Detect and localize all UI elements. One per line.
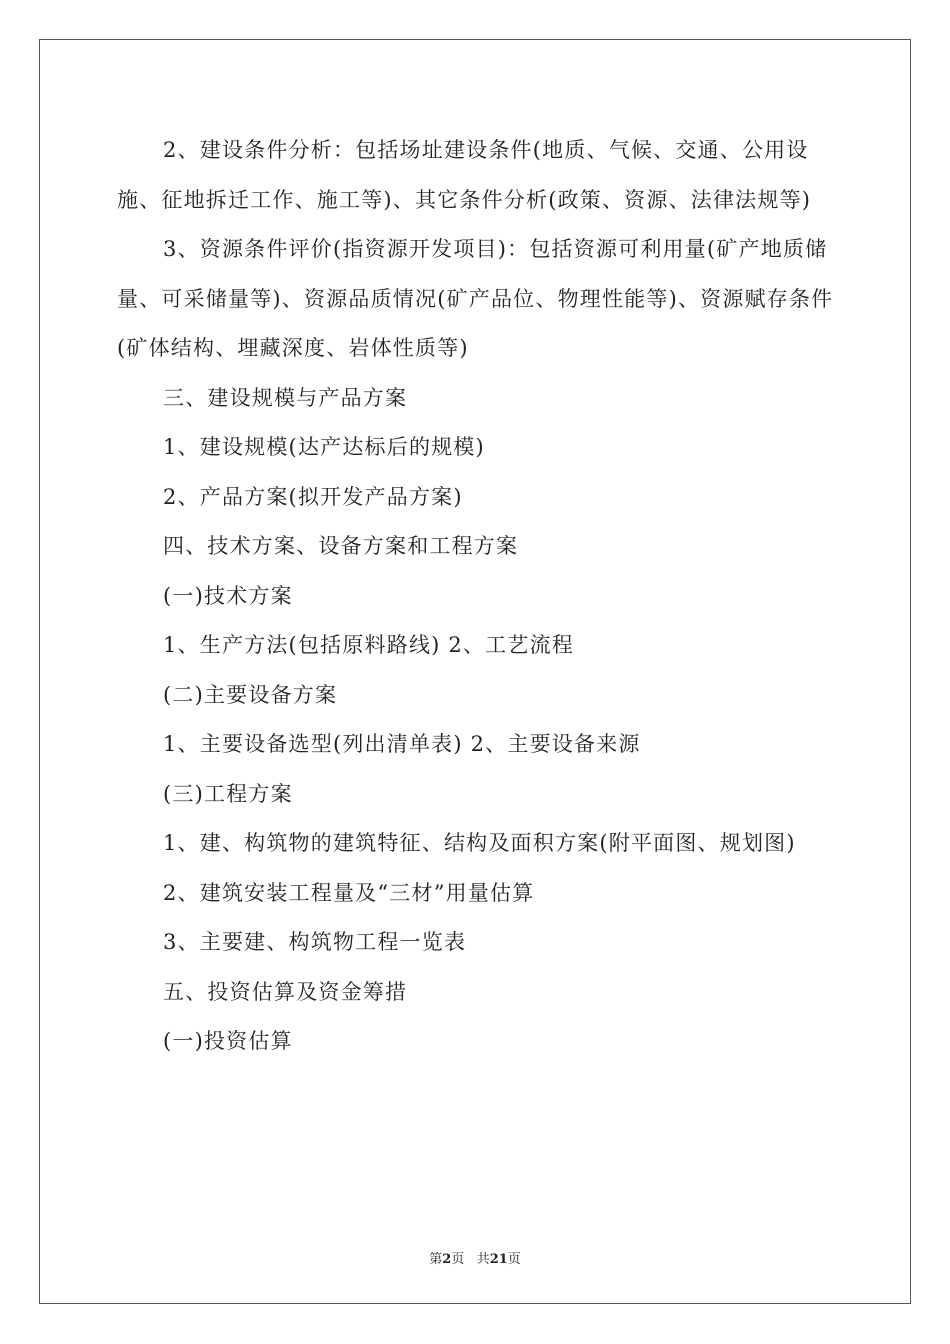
- paragraph-building-features: 1、建、构筑物的建筑特征、结构及面积方案(附平面图、规划图): [163, 831, 796, 855]
- footer-page-number: 2: [442, 1252, 452, 1267]
- subheading-equipment-plan: (二)主要设备方案: [163, 682, 338, 707]
- footer-total-prefix: 共: [476, 1252, 490, 1267]
- footer-total-number: 21: [489, 1252, 508, 1267]
- subheading-engineering-plan: (三)工程方案: [163, 781, 293, 806]
- heading-technical-equipment-engineering: 四、技术方案、设备方案和工程方案: [163, 534, 519, 558]
- document-body: [117, 126, 835, 1067]
- footer-page-suffix: 页: [451, 1252, 465, 1267]
- paragraph-product-plan: 2、产品方案(拟开发产品方案): [163, 484, 463, 509]
- paragraph-resource-evaluation: 3、资源条件评价(指资源开发项目)：包括资源可利用量(矿产地质储量、可采储量等)、资源品质情况(矿产品位、物理性能等)、资源赋存条件(矿体结构、埋藏深度、岩体性质等): [117, 237, 834, 360]
- footer-page-prefix: 第: [429, 1252, 443, 1267]
- footer-total-suffix: 页: [507, 1252, 521, 1267]
- paragraph-equipment-selection: 1、主要设备选型(列出清单表) 2、主要设备来源: [163, 732, 641, 756]
- paragraph-construction-scale: 1、建设规模(达产达标后的规模): [163, 435, 485, 459]
- subheading-investment-estimate: (一)投资估算: [163, 1029, 293, 1053]
- paragraph-installation-quantities: 2、建筑安装工程量及“三材”用量估算: [163, 880, 535, 905]
- subheading-technical-plan: (一)技术方案: [163, 583, 293, 608]
- paragraph-construction-conditions: 2、建设条件分析：包括场址建设条件(地质、气候、交通、公用设施、征地拆迁工作、施工等)、其它条件分析(政策、资源、法律法规等): [117, 138, 812, 212]
- page-footer: [0, 1248, 950, 1267]
- paragraph-building-list: 3、主要建、构筑物工程一览表: [163, 930, 467, 954]
- paragraph-production-method: 1、生产方法(包括原料路线) 2、工艺流程: [163, 633, 574, 657]
- heading-scale-and-product: 三、建设规模与产品方案: [163, 385, 408, 410]
- heading-investment-funding: 五、投资估算及资金筹措: [163, 979, 408, 1004]
